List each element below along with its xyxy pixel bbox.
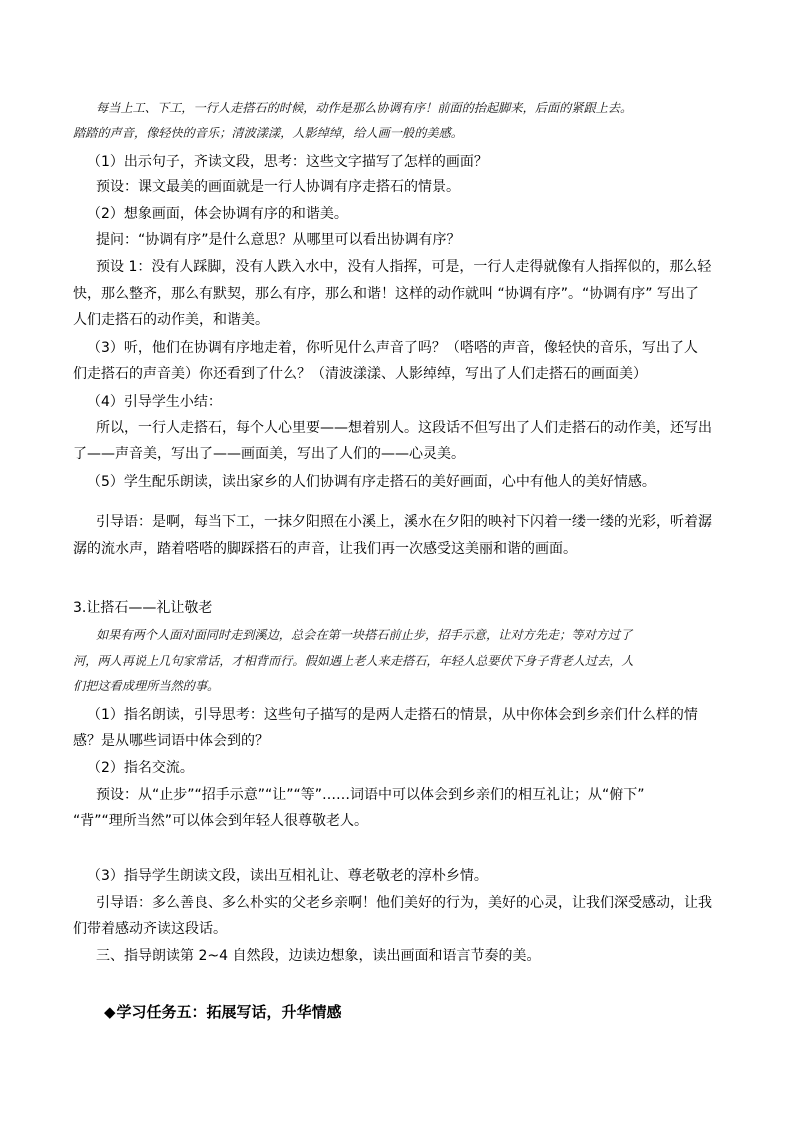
paragraph: 预设：从“止步”“招手示意”“让”“等”……词语中可以体会到乡亲们的相互礼让；从“俯下” <box>96 787 645 803</box>
paragraph: （5）学生配乐朗读，读出家乡的人们协调有序走搭石的美好画面，心中有他人的美好情感。 <box>87 474 656 490</box>
paragraph: “背”“理所当然”可以体会到年轻人很尊敬老人。 <box>73 813 369 829</box>
paragraph: （4）引导学生小结： <box>87 394 222 410</box>
task-heading <box>104 1002 342 1022</box>
quote-line: 踏踏的声音，像轻快的音乐；清波漾漾，人影绰绰，给人画一般的美感。 <box>73 126 463 140</box>
paragraph: 引导语：是啊，每当下工，一抹夕阳照在小溪上，溪水在夕阳的映衬下闪着一缕一缕的光彩，听着潺 <box>96 514 712 530</box>
paragraph: 人们走搭石的动作美，和谐美。 <box>73 312 269 328</box>
paragraph: 了——声音美，写出了——画面美，写出了人们的——心灵美。 <box>73 446 465 462</box>
paragraph: 预设：课文最美的画面就是一行人协调有序走搭石的情景。 <box>96 179 460 195</box>
quote-line: 如果有两个人面对面同时走到溪边，总会在第一块搭石前止步，招手示意，让对方先走；等对方过了 <box>96 628 633 642</box>
paragraph: 们带着感动齐读这段话。 <box>73 921 227 937</box>
paragraph: 们走搭石的声音美）你还看到了什么？（清波漾漾、人影绰绰，写出了人们走搭石的画面美） <box>73 366 647 382</box>
paragraph: 潺的流水声，踏着嗒嗒的脚踩搭石的声音，让我们再一次感受这美丽和谐的画面。 <box>73 541 577 557</box>
paragraph: 提问：“协调有序”是什么意思？从哪里可以看出协调有序？ <box>96 232 461 248</box>
section-title: 3.让搭石——礼让敬老 <box>73 600 213 616</box>
quote-line: 们把这看成理所当然的事。 <box>73 679 220 693</box>
task-heading-label: 学习任务五：拓展写话，升华情感 <box>116 1003 342 1021</box>
quote-line: 河，两人再说上几句家常话，才相背而行。假如遇上老人来走搭石，年轻人总要伏下身子背老人过去，人 <box>73 654 634 668</box>
quote-line: 每当上工、下工，一行人走搭石的时候，动作是那么协调有序！前面的抬起脚来，后面的紧跟上去。 <box>96 101 633 115</box>
paragraph: 快，那么整齐，那么有默契，那么有序，那么和谐！这样的动作就叫 “协调有序”。“协调有序” 写出了 <box>73 286 699 302</box>
paragraph: 感？是从哪些词语中体会到的？ <box>73 733 269 749</box>
paragraph: 预设 1：没有人踩脚，没有人跌入水中，没有人指挥，可是，一行人走得就像有人指挥似的，那么轻 <box>96 259 712 275</box>
paragraph: 三、指导朗读第 2~4 自然段，边读边想象，读出画面和语言节奏的美。 <box>96 948 541 964</box>
paragraph: （2）想象画面，体会协调有序的和谐美。 <box>87 206 348 222</box>
paragraph: 所以，一行人走搭石，每个人心里要——想着别人。这段话不但写出了人们走搭石的动作美，还写出 <box>96 420 712 436</box>
paragraph: （1）指名朗读，引导思考：这些句子描写的是两人走搭石的情景，从中你体会到乡亲们什么样的情 <box>87 707 698 723</box>
paragraph: 引导语：多么善良、多么朴实的父老乡亲啊！他们美好的行为，美好的心灵，让我们深受感动，让我 <box>96 895 712 911</box>
paragraph: （2）指名交流。 <box>87 760 194 776</box>
paragraph: （3）听，他们在协调有序地走着，你听见什么声音了吗？（嗒嗒的声音，像轻快的音乐，写出了人 <box>87 340 698 356</box>
paragraph: （1）出示句子，齐读文段，思考：这些文字描写了怎样的画面？ <box>87 154 488 170</box>
diamond-icon: ◆ <box>104 1003 116 1021</box>
paragraph: （3）指导学生朗读文段，读出互相礼让、尊老敬老的淳朴乡情。 <box>87 868 488 884</box>
